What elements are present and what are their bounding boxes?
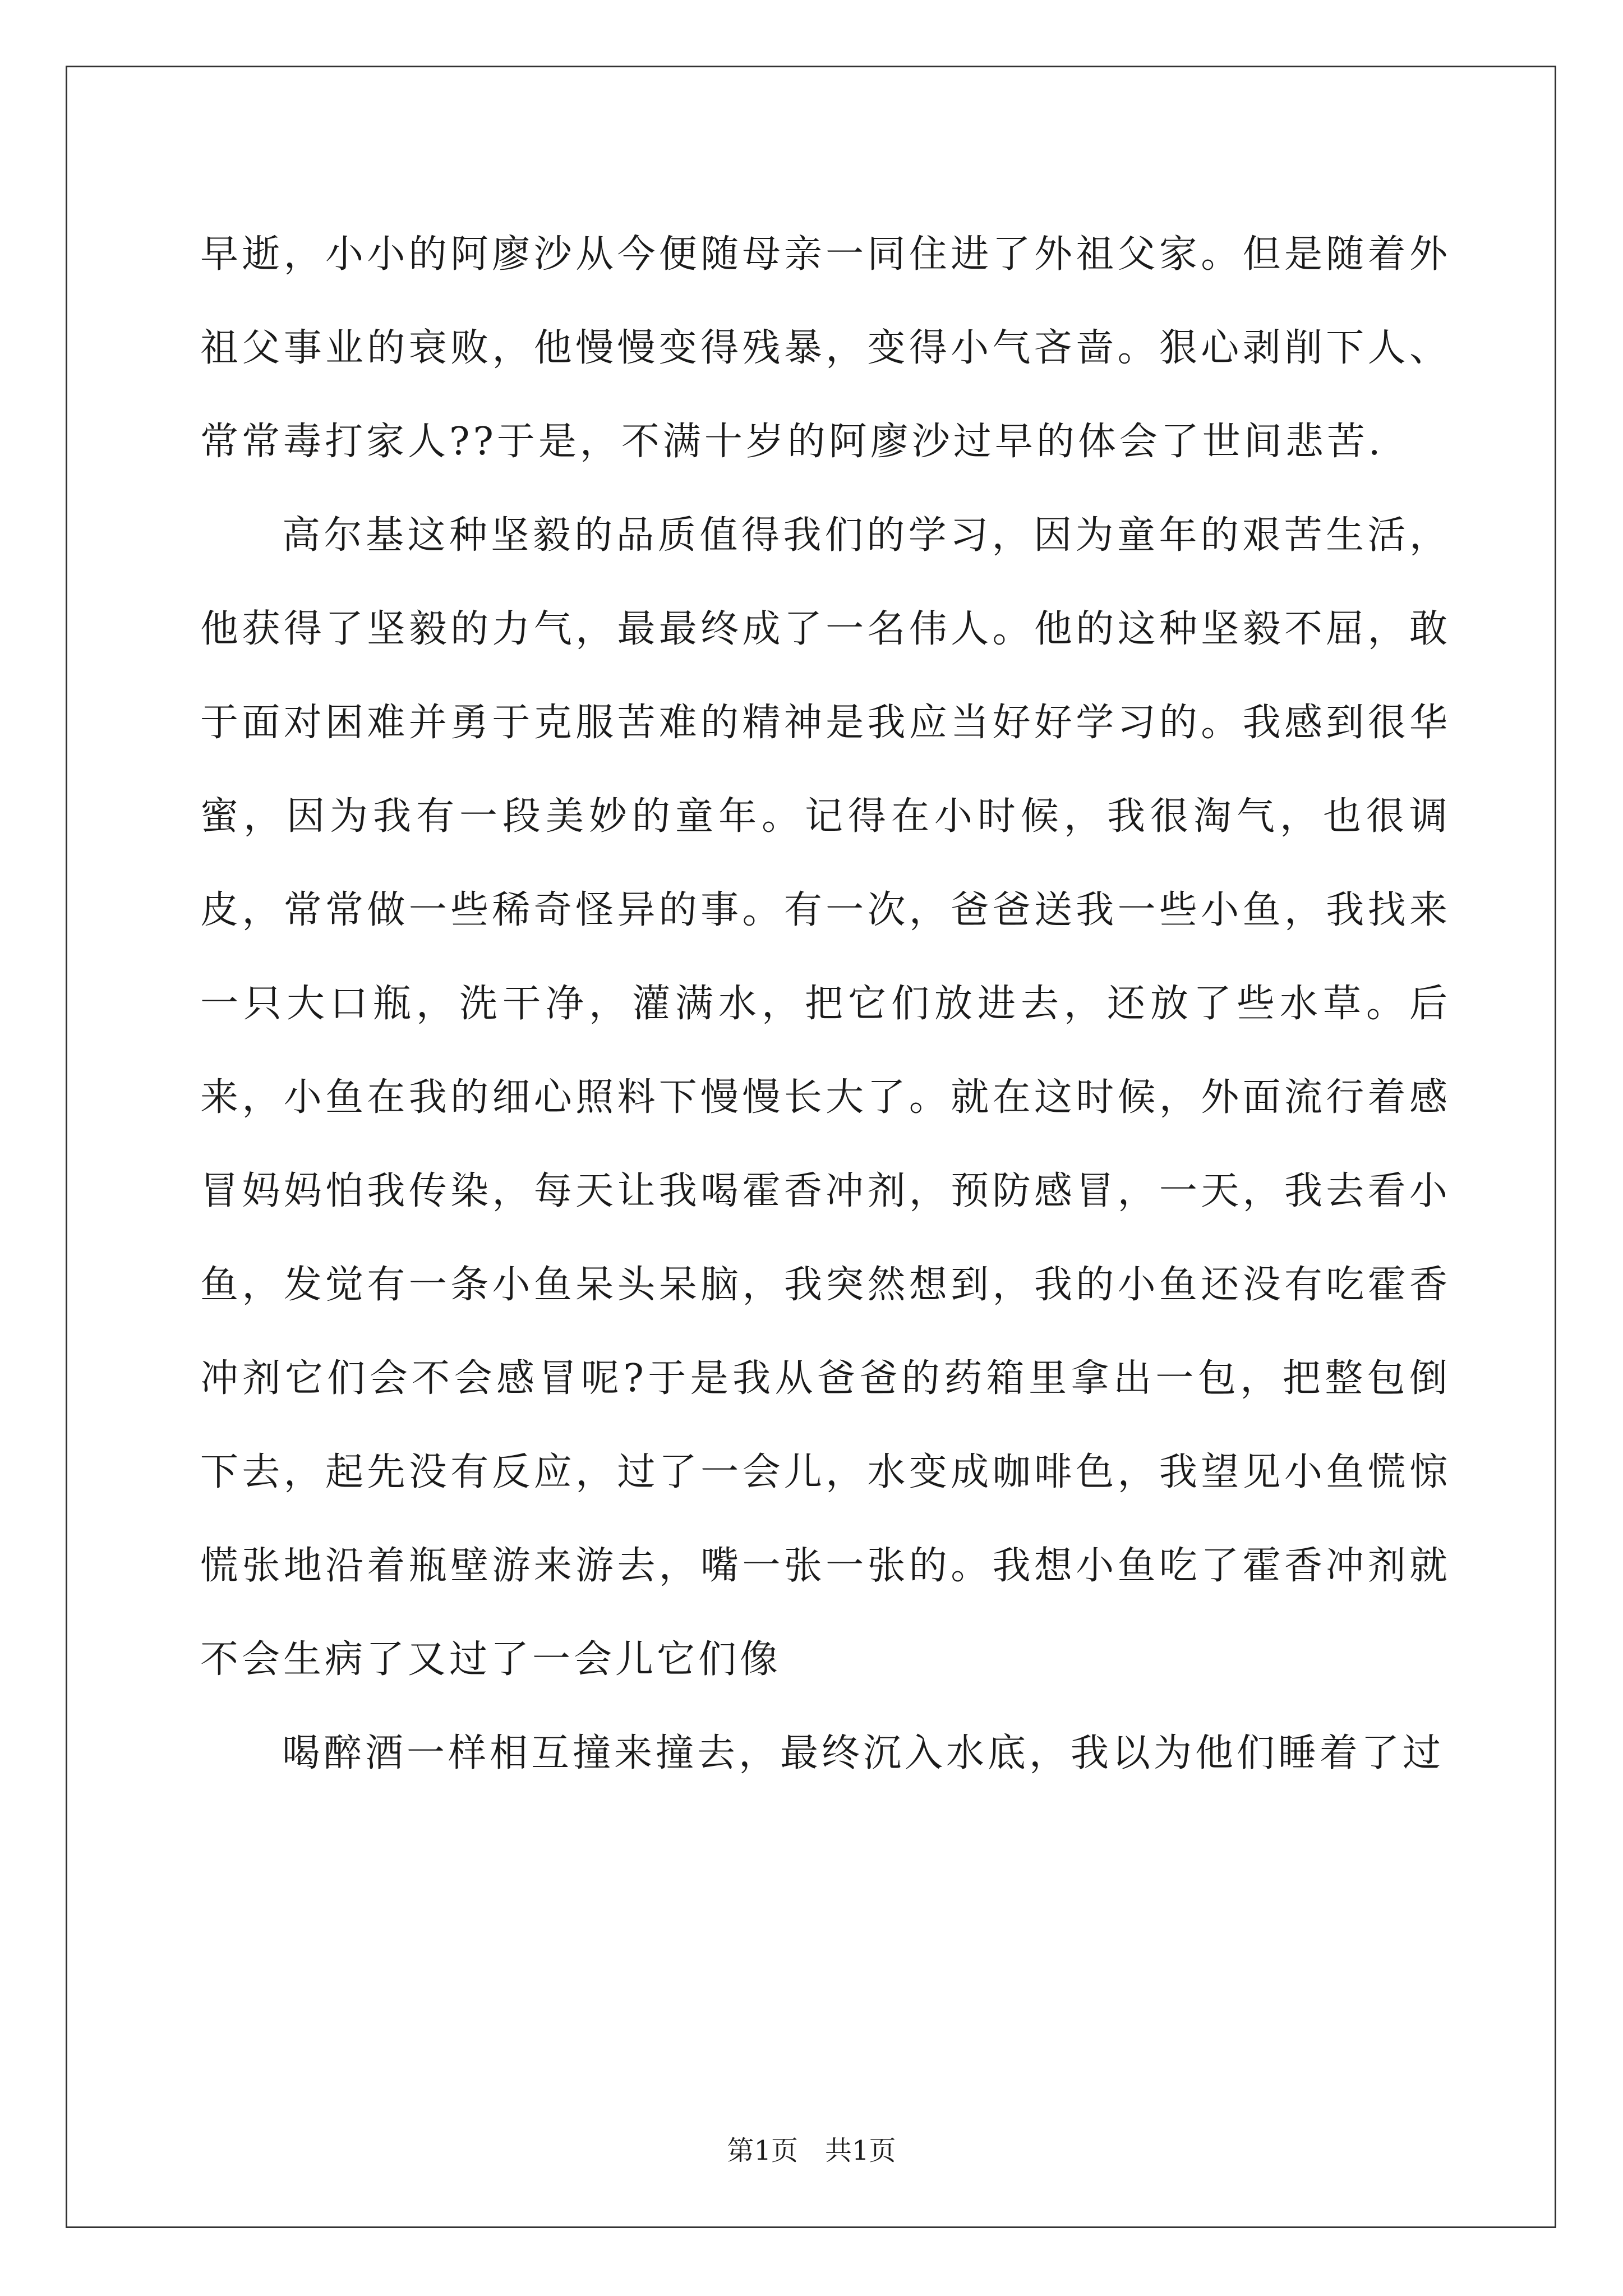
page-number: 第1页 [727,2135,798,2166]
page-total: 共1页 [825,2135,896,2166]
paragraph: 早逝，小小的阿廖沙从今便随母亲一同住进了外祖父家。但是随着外祖父事业的衰败，他慢慢变得残暴，变得小气吝啬。狠心剥削下人、常常毒打家人??于是，不满十岁的阿廖沙过早的体会了世间悲苦. [200,232,1451,464]
page-footer [0,2129,1623,2168]
paragraph: 高尔基这种坚毅的品质值得我们的学习，因为童年的艰苦生活，他获得了坚毅的力气，最最终成了一名伟人。他的这种坚毅不屈，敢于面对困难并勇于克服苦难的精神是我应当好好学习的。我感到很华蜜，因为我有一段美妙的童年。记得在小时候，我很淘气，也很调皮，常常做一些稀奇怪异的事。有一次，爸爸送我一些小鱼，我找来一只大口瓶，洗干净，灌满水，把它们放进去，还放了些水草。后来，小鱼在我的细心照料下慢慢长大了。就在这时候，外面流行着感冒妈妈怕我传染，每天让我喝霍香冲剂，预防感冒，一天，我去看小鱼，发觉有一条小鱼呆头呆脑，我突然想到，我的小鱼还没有吃霍香冲剂它们会不会感冒呢?于是我从爸爸的药箱里拿出一包，把整包倒下去，起先没有反应，过了一会儿，水变成咖啡色，我望见小鱼慌惊慌张地沿着瓶壁游来游去，嘴一张一张的。我想小鱼吃了霍香冲剂就不会生病了又过了一会儿它们像 [200,513,1451,1682]
paragraph: 喝醉酒一样相互撞来撞去，最终沉入水底，我以为他们睡着了过 [282,1731,1445,1775]
document-body [200,208,1451,1800]
